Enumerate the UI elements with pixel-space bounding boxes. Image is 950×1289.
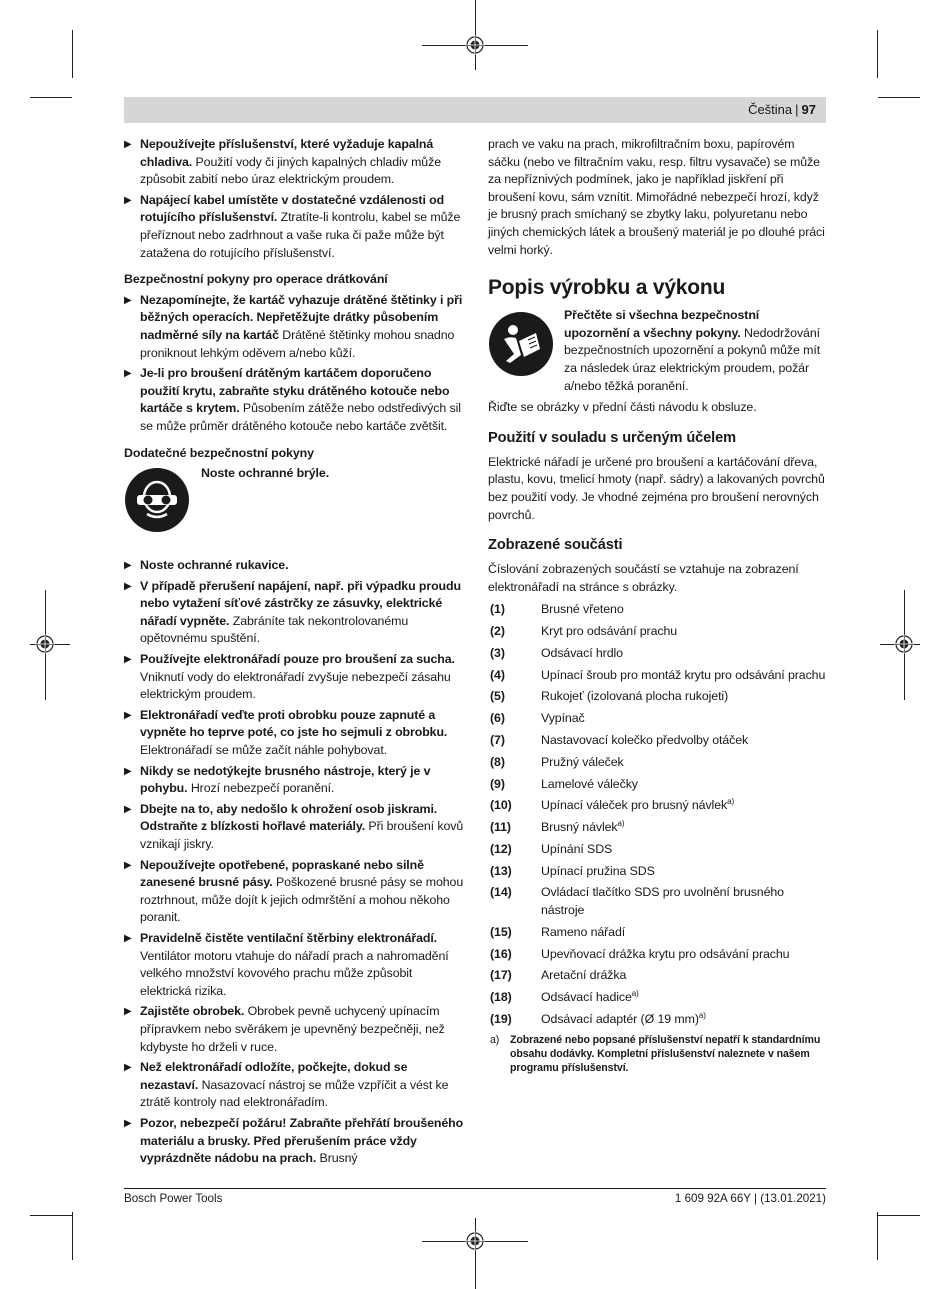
bullet-text: Brusný	[316, 1151, 358, 1166]
footer-rule	[124, 1188, 826, 1189]
part-number: (11)	[490, 820, 511, 835]
safety-bullet	[124, 1003, 466, 1056]
safety-bullet	[124, 578, 466, 648]
bullet-arrow-icon: ▶	[124, 709, 132, 721]
part-label	[541, 623, 828, 641]
part-number: (12)	[490, 841, 512, 856]
part-item	[488, 732, 828, 750]
safety-bullet	[124, 136, 466, 189]
part-label-text: Aretační drážka	[541, 968, 627, 983]
part-item	[488, 797, 828, 815]
part-footnote-ref: a)	[698, 1010, 706, 1020]
footnote	[488, 1033, 828, 1075]
part-label	[541, 776, 828, 794]
registration-line	[475, 1218, 476, 1289]
bullet-text: Ztratíte-li kontrolu, kabel se může přeříznout nebo zadrhnout a vaše ruka či paže může být zatažena do rotujícího příslušenství.	[140, 210, 461, 260]
part-label-text: Upevňovací drážka krytu pro odsávání prachu	[541, 946, 790, 961]
bullet-list-a	[124, 136, 466, 262]
part-label	[541, 688, 828, 706]
part-label	[541, 819, 828, 837]
part-label	[541, 884, 828, 919]
subhead-wire-brushing: Bezpečnostní pokyny pro operace drátkování	[124, 272, 388, 287]
left-column	[124, 136, 466, 1171]
part-number: (5)	[490, 689, 505, 704]
bullet-arrow-icon: ▶	[124, 803, 132, 815]
part-label	[541, 754, 828, 772]
part-label-text: Brusný návlek	[541, 820, 618, 835]
safety-bullet	[124, 557, 466, 575]
bullet-text: Vniknutí vody do elektronářadí zvyšuje nebezpečí zásahu elektrickým proudem.	[140, 669, 451, 702]
bullet-text: Poškozené brusné pásy se mohou roztrhnout, může dojít k jejich odmrštění a mohou někoho poranit.	[140, 875, 464, 925]
part-number: (10)	[490, 798, 512, 813]
part-item	[488, 946, 828, 964]
bullet-text: Zabráníte tak nekontrolovanému opětovnému spuštění.	[140, 613, 409, 646]
crop-mark	[877, 30, 878, 78]
bullet-bold-text: Zajistěte obrobek.	[140, 1004, 245, 1019]
part-label-text: Upínací váleček pro brusný návlek	[541, 798, 728, 813]
safety-goggles-icon	[124, 467, 190, 533]
crop-mark	[878, 1215, 920, 1216]
part-label	[541, 645, 828, 663]
part-label-text: Vypínač	[541, 711, 585, 726]
safety-bullet	[124, 857, 466, 927]
part-item	[488, 710, 828, 728]
bullet-arrow-icon: ▶	[124, 139, 132, 150]
bullet-text: Použití vody či jiných kapalných chladiv může způsobit zabití nebo úraz elektrickým proudem.	[140, 154, 441, 187]
bullet-arrow-icon: ▶	[124, 194, 132, 206]
bullet-arrow-icon: ▶	[124, 580, 132, 592]
crop-mark	[30, 97, 72, 98]
bullet-bold-text: Používejte elektronářadí pouze pro broušení za sucha.	[140, 652, 455, 667]
safety-bullet	[124, 1059, 466, 1112]
part-label	[541, 710, 828, 728]
part-number: (9)	[490, 776, 505, 791]
bullet-text: Při broušení kovů vznikají jiskry.	[140, 819, 464, 851]
part-item	[488, 863, 828, 881]
header-separator: |	[795, 102, 799, 117]
bullet-arrow-icon: ▶	[124, 765, 132, 777]
registration-mark-icon	[465, 35, 485, 55]
bullet-text: Elektronářadí se může začít náhle pohybovat.	[140, 743, 388, 758]
bullet-bold-text: Dbejte na to, aby nedošlo k ohrožení osob jiskrami. Odstraňte z blízkosti hořlavé materiály.	[140, 801, 438, 834]
part-item	[488, 924, 828, 942]
bullet-arrow-icon: ▶	[124, 1006, 132, 1018]
part-number: (18)	[490, 990, 512, 1005]
bullet-arrow-icon: ▶	[124, 294, 132, 306]
footer-publisher: Bosch Power Tools	[124, 1192, 223, 1205]
goggles-notice	[124, 465, 466, 557]
part-number: (13)	[490, 863, 512, 878]
bullet-arrow-icon: ▶	[124, 368, 132, 380]
bullet-bold-text: Elektronářadí veďte proti obrobku pouze zapnuté a vypněte ho teprve poté, co jste ho sejmuli z obrobku.	[140, 707, 448, 740]
part-number: (7)	[490, 733, 505, 747]
subhead-additional-safety: Dodatečné bezpečnostní pokyny	[124, 445, 314, 460]
part-item	[488, 776, 828, 794]
part-label-text: Ovládací tlačítko SDS pro uvolnění brusného nástroje	[541, 885, 784, 918]
section-title: Popis výrobku a výkonu	[488, 276, 726, 300]
part-label	[541, 863, 828, 881]
header-language: Čeština	[748, 102, 793, 117]
safety-bullet	[124, 763, 466, 798]
part-label	[541, 601, 828, 619]
part-item	[488, 841, 828, 859]
part-number: (4)	[490, 667, 505, 682]
bullet-text: Ventilátor motoru vtahuje do nářadí prach a nahromadění velkého množství kovového prachu může způsobit elektrická rizika.	[140, 948, 449, 998]
part-item	[488, 601, 828, 619]
parts-list	[488, 601, 828, 1028]
part-item	[488, 1011, 828, 1029]
bullet-bold-text: Je-li pro broušení drátěným kartáčem doporučeno použití krytu, zabraňte styku drátěného kotouče nebo kartáče s krytem.	[140, 366, 450, 416]
bullet-arrow-icon: ▶	[124, 654, 132, 666]
part-number: (3)	[490, 645, 505, 660]
part-label-text: Pružný váleček	[541, 754, 624, 769]
footnote-text: Zobrazené nebo popsané příslušenství nepatří k standardnímu obsahu dodávky. Kompletní příslušenství naleznete v našem programu příslušenství.	[510, 1033, 821, 1074]
bullet-bold-text: Nikdy se nedotýkejte brusného nástroje, který je v pohybu.	[140, 763, 431, 796]
part-label-text: Kryt pro odsávání prachu	[541, 624, 678, 639]
part-footnote-ref: a)	[617, 819, 625, 828]
bullet-arrow-icon: ▶	[124, 859, 132, 871]
part-item	[488, 884, 828, 919]
bullet-text: Hrozí nebezpečí poranění.	[187, 781, 335, 796]
part-item	[488, 623, 828, 641]
bullet-bold-text: Pozor, nebezpečí požáru! Zabraňte přehřátí broušeného materiálu a brusky. Před přerušením práce vždy vyprázdněte nádobu na prach.	[140, 1115, 464, 1166]
read-instructions-bold: Přečtěte si všechna bezpečnostní upozornění a všechny pokyny.	[564, 308, 760, 340]
bullet-text: Drátěné štětinky mohou snadno proniknout lehkým oděvem a/nebo kůží.	[140, 327, 455, 360]
bullet-text: Nasazovací nástroj se může vzpříčit a vést ke ztrátě kontroly nad elektronářadím.	[140, 1077, 449, 1110]
part-label	[541, 667, 828, 685]
bullet-bold-text: Pravidelně čistěte ventilační štěrbiny elektronářadí.	[140, 930, 438, 945]
bullet-arrow-icon: ▶	[124, 1117, 132, 1129]
figures-note: Řiďte se obrázky v přední části návodu k obsluze.	[488, 400, 757, 415]
bullet-list-b	[124, 292, 466, 436]
footer-doc-number: 1 609 92A 66Y | (13.01.2021)	[674, 1192, 826, 1205]
part-number: (19)	[490, 1011, 512, 1026]
part-label	[541, 797, 828, 815]
read-instructions-text: Nedodržování bezpečnostních upozornění a pokynů může mít za následek úraz elektrickým proudem, požár a/nebo těžká poranění.	[564, 325, 821, 393]
part-number: (16)	[490, 946, 512, 961]
part-footnote-ref: a)	[727, 797, 735, 807]
bullet-bold-text: Napájecí kabel umístěte v dostatečné vzdálenosti od rotujícího příslušenství.	[140, 192, 445, 225]
bullet-arrow-icon: ▶	[124, 1062, 132, 1074]
bullet-arrow-icon: ▶	[124, 560, 132, 572]
part-label-text: Rukojeť (izolovaná plocha rukojeti)	[541, 689, 729, 704]
bullet-text: Působením zátěže nebo odstředivých sil se může průměr drátěného kotouče nebo kartáče zvětšit.	[140, 401, 461, 433]
part-label-text: Odsávací hadice	[541, 990, 632, 1005]
crop-mark	[72, 30, 73, 78]
bullet-list-c	[124, 557, 466, 1168]
part-number: (8)	[490, 754, 505, 769]
part-number: (6)	[490, 711, 505, 726]
page-number: 97	[801, 102, 816, 117]
goggles-text: Noste ochranné brýle.	[201, 466, 330, 481]
part-label	[541, 946, 828, 964]
part-label-text: Upínací pružina SDS	[541, 863, 655, 878]
part-number: (14)	[490, 885, 512, 900]
part-number: (1)	[490, 602, 505, 617]
part-label-text: Odsávací adaptér (Ø 19 mm)	[541, 1011, 699, 1026]
crop-mark	[878, 97, 920, 98]
registration-mark-icon	[894, 634, 914, 654]
part-label	[541, 732, 828, 750]
bullet-arrow-icon: ▶	[124, 932, 132, 944]
part-item	[488, 967, 828, 985]
part-item	[488, 989, 828, 1007]
bullet-bold-text: Nepoužívejte příslušenství, které vyžaduje kapalná chladiva.	[140, 137, 434, 169]
safety-bullet	[124, 1115, 466, 1168]
part-label-text: Upínání SDS	[541, 841, 613, 856]
header-band	[124, 97, 826, 123]
part-label-text: Odsávací hrdlo	[541, 645, 623, 660]
parts-title: Zobrazené součásti	[488, 537, 623, 554]
bullet-bold-text: Nepoužívejte opotřebené, popraskané nebo silně zanesené brusné pásy.	[140, 857, 424, 890]
part-item	[488, 688, 828, 706]
bullet-text: Obrobek pevně uchycený upínacím přípravkem nebo svěrákem je upevněný bezpečněji, než kdybyste ho drželi v ruce.	[140, 1004, 445, 1054]
intended-use-text: Elektrické nářadí je určené pro broušení a kartáčování dřeva, plastu, kovu, tmelicí hmoty (např. sádry) a lakovaných povrchů bez použití vody. Je vhodné zejména pro broušení nerovných povrchů.	[488, 454, 825, 522]
part-item	[488, 645, 828, 663]
safety-bullet	[124, 192, 466, 262]
part-number: (15)	[490, 924, 512, 939]
part-item	[488, 754, 828, 772]
part-item	[488, 667, 828, 685]
safety-bullet	[124, 930, 466, 1000]
bullet-bold-text: V případě přerušení napájení, např. při výpadku proudu nebo vytažení síťové zástrčky ze zásuvky, elektrické nářadí vypněte.	[140, 578, 461, 628]
part-label-text: Nastavovací kolečko předvolby otáček	[541, 733, 749, 747]
registration-mark-icon	[465, 1231, 485, 1251]
bullet-bold-text: Než elektronářadí odložíte, počkejte, dokud se nezastaví.	[140, 1060, 408, 1092]
part-label	[541, 989, 828, 1007]
part-number: (17)	[490, 968, 512, 983]
part-label-text: Upínací šroub pro montáž krytu pro odsávání prachu	[541, 667, 826, 682]
part-label-text: Lamelové válečky	[541, 776, 638, 791]
read-instructions-notice	[488, 307, 828, 395]
page-header	[748, 102, 816, 117]
part-label	[541, 924, 828, 942]
part-label-text: Rameno nářadí	[541, 924, 626, 939]
footnote-key: a)	[490, 1033, 500, 1046]
safety-bullet	[124, 707, 466, 760]
safety-bullet	[124, 651, 466, 704]
safety-bullet	[124, 801, 466, 854]
continuation-paragraph: prach ve vaku na prach, mikrofiltračním boxu, papírovém sáčku (nebo ve filtračním vaku, resp. filtru vysavače) se může za nepříznivých podmínek, jako je například jiskření při broušení kovu, sám vznítit. Mimořádné nebezpečí hrozí, když je brusný prach smíchaný se zbytky laku, polyuretanu nebo jiných chemických látek a broušený materiál je po dlouhé práci velmi horký.	[488, 137, 825, 257]
bullet-bold-text: Noste ochranné rukavice.	[140, 558, 289, 573]
right-column	[488, 136, 828, 1075]
crop-mark	[877, 1212, 878, 1260]
parts-intro: Číslování zobrazených součástí se vztahuje na zobrazení elektronářadí na stránce s obrázky.	[488, 562, 799, 594]
part-footnote-ref: a)	[631, 989, 639, 999]
bullet-bold-text: Nezapomínejte, že kartáč vyhazuje drátěné štětinky i při běžných operacích. Nepřetěžujte drátky působením nadměrné síly na kartáč	[140, 292, 463, 342]
registration-mark-icon	[35, 634, 55, 654]
safety-bullet	[124, 365, 466, 435]
read-manual-icon	[488, 311, 554, 377]
safety-bullet	[124, 292, 466, 362]
part-label	[541, 841, 828, 859]
part-label	[541, 967, 828, 985]
intended-use-title: Použití v souladu s určeným účelem	[488, 429, 737, 446]
part-item	[488, 819, 828, 837]
crop-mark	[30, 1215, 72, 1216]
part-label	[541, 1011, 828, 1029]
part-label-text: Brusné vřeteno	[541, 602, 624, 617]
crop-mark	[72, 1212, 73, 1260]
part-number: (2)	[490, 624, 505, 639]
